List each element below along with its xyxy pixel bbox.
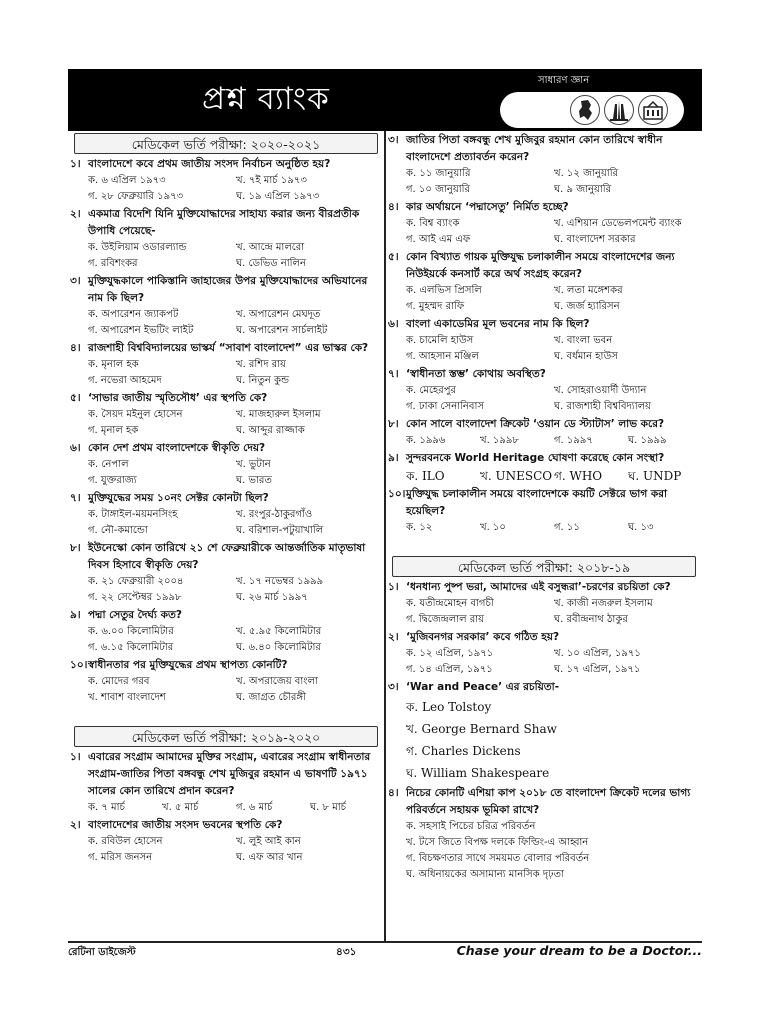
- answer-option: ক. ১৯৯৬: [406, 435, 446, 446]
- answer-option: গ. WHO: [554, 469, 603, 483]
- question-text: [68, 340, 384, 357]
- answer-option: গ. দ্বিজেন্দ্রলাল রায়: [406, 614, 485, 625]
- question-text: [386, 679, 702, 696]
- question-body: কোন দেশ প্রথম বাংলাদেশকে স্বীকৃতি দেয়?: [88, 442, 266, 454]
- option-group: [386, 467, 702, 485]
- answer-option: ঘ. এফ আর খান: [236, 852, 303, 863]
- question-body: রাজশাহী বিশ্ববিদ্যালয়ের ভাস্কর্য “সাবাশ বাংলাদেশ” এর ভাস্কর কে?: [88, 342, 369, 354]
- option-group: [386, 433, 702, 449]
- question-number: ১০।: [388, 488, 406, 500]
- option-group: [68, 624, 384, 656]
- answer-option: ঘ. ৬.৪০ কিলোমিটার: [236, 642, 321, 653]
- answer-option: খ. ৫.৯৫ কিলোমিটার: [236, 626, 322, 637]
- answer-option: খ. রংপুর-ঠাকুরগাঁও: [236, 509, 313, 520]
- answer-option: ঘ. ১৭ এপ্রিল, ১৯৭১: [554, 664, 641, 675]
- page: [68, 69, 702, 961]
- answer-option: ঘ. ১৯৯৯: [628, 435, 667, 446]
- option-group: [68, 457, 384, 489]
- answer-option: ঘ. বাংলাদেশ সরকার: [554, 234, 636, 245]
- answer-option: গ. ২২ সেপ্টেম্বর ১৯৯৮: [88, 592, 182, 603]
- answer-option: ক. মেহেরপুর: [406, 385, 457, 396]
- answer-option: ক. রবিউল হোসেন: [88, 836, 163, 847]
- question-number: ৪।: [388, 787, 399, 799]
- answer-option: ক. ৭ মার্চ: [88, 802, 125, 813]
- answer-option: ঘ. রাজশাহী বিশ্ববিদ্যালয়: [554, 401, 651, 412]
- option-group: [386, 696, 702, 784]
- answer-option: ক. ILO: [406, 469, 445, 483]
- question-number: ৩।: [388, 134, 399, 146]
- answer-option: ঘ. ৮ মার্চ: [310, 802, 347, 813]
- question-number: ৪।: [70, 342, 81, 354]
- question-number: ৩।: [70, 275, 81, 287]
- option-group: [386, 283, 702, 315]
- question-list: [386, 579, 702, 883]
- answer-option: ঘ. জর্জ হ্যারিসন: [554, 301, 620, 312]
- question-number: ২।: [70, 208, 81, 220]
- question-list: [386, 132, 702, 536]
- question-number: ৭।: [70, 492, 81, 504]
- answer-option: গ. ১৪ এপ্রিল, ১৯৭১: [406, 664, 493, 675]
- answer-option: গ. Charles Dickens: [406, 744, 521, 758]
- question-number: ৮।: [70, 542, 81, 554]
- answer-option: ক. মৃনাল হক: [88, 359, 139, 370]
- answer-option: ক. বিশ্ব ব্যাংক: [406, 218, 460, 229]
- answer-option: ক. ১২: [406, 522, 433, 533]
- question-body: মুক্তিযুদ্ধ চলাকালীন সময়ে বাংলাদেশকে কয়টি সেক্টরে ভাগ করা হয়েছিল?: [406, 488, 668, 517]
- answer-option: ঘ. জাগ্রত চৌরঙ্গী: [236, 692, 306, 703]
- answer-option: ক. সহসাই পিচের চরিত্র পরিবর্তন: [406, 821, 536, 832]
- answer-option: খ. এশিয়ান ডেভেলপমেন্ট ব্যাংক: [554, 218, 682, 229]
- question-number: ৪।: [388, 201, 399, 213]
- answer-option: খ. রশিদ রায়: [236, 359, 286, 370]
- header-banner: [68, 69, 702, 131]
- answer-option: ক. ১২ এপ্রিল, ১৯৭১: [406, 648, 494, 659]
- answer-option: ক. অপারেশন জ্যাকপট: [88, 309, 179, 320]
- header-subtitle: সাধারণ জ্ঞান: [538, 75, 590, 86]
- answer-option: গ. নৌ-কমান্ডো: [88, 525, 148, 536]
- answer-option: গ. ১০ জানুয়ারি: [406, 184, 471, 195]
- question-number: ৮।: [388, 418, 399, 430]
- question-text: [68, 607, 384, 624]
- answer-option: ক. Leo Tolstoy: [406, 700, 492, 714]
- question-body: একমাত্র বিদেশি যিনি মুক্তিযোদ্ধাদের সাহায্য করার জন্য বীরপ্রতীক উপাধি পেয়েছে-: [88, 208, 360, 237]
- question-number: ৫।: [388, 251, 399, 263]
- question-number: ১।: [70, 751, 81, 763]
- answer-option: গ. ১১: [554, 522, 580, 533]
- question-body: বাংলাদেশের জাতীয় সংসদ ভবনের স্থপতি কে?: [88, 819, 283, 831]
- answer-option: খ. বাংলা ভবন: [554, 335, 613, 346]
- answer-option: গ. ৬.১৫ কিলোমিটার: [88, 642, 174, 653]
- answer-option: ঘ. নিতুন কুন্ড: [236, 375, 289, 386]
- answer-option: ঘ. অপারেশন সার্চলাইট: [236, 325, 328, 336]
- answer-option: খ. সোহরাওয়ার্দী উদ্যান: [554, 385, 647, 396]
- question-text: [386, 579, 702, 596]
- question-body: এবারের সংগ্রাম আমাদের মুক্তির সংগ্রাম, এবারের সংগ্রাম স্বাধীনতার সংগ্রাম-জাতির পিতা বঙ্গবন্ধু শেখ মুজিবুর রহমান এ ভাষণটি ১৯৭১ সালের কোন তারিখে প্রদান করেন?: [88, 751, 371, 797]
- question-body: ‘মুজিবনগর সরকার’ কবে গঠিত হয়?: [406, 631, 560, 643]
- option-group: [68, 674, 384, 706]
- answer-option: ঘ. ২৬ মার্চ ১৯৯৭: [236, 592, 308, 603]
- answer-option: ঘ. আব্দুর রাজ্জাক: [236, 425, 305, 436]
- option-group: [68, 800, 384, 816]
- question-text: [68, 206, 384, 240]
- question-text: [386, 416, 702, 433]
- answer-option: ঘ. UNDP: [628, 469, 682, 483]
- question-number: ৯।: [388, 452, 399, 464]
- question-text: [386, 486, 702, 520]
- option-group: [68, 574, 384, 606]
- answer-option: গ. আহসান মঞ্জিল: [406, 351, 479, 362]
- option-group: [386, 819, 702, 883]
- question-text: [386, 785, 702, 819]
- question-number: ৫।: [70, 392, 81, 404]
- answer-option: খ. ৭ই মার্চ ১৯৭৩: [236, 175, 307, 186]
- answer-option: খ. George Bernard Shaw: [406, 722, 557, 736]
- question-body: বাংলা একাডেমির মূল ভবনের নাম কি ছিল?: [406, 318, 590, 330]
- answer-option: ক. মোদের গরব: [88, 676, 150, 687]
- question-list: [68, 156, 384, 706]
- answer-option: খ. ১৯৯৮: [480, 435, 519, 446]
- question-body: কোন বিখ্যাত গায়ক মুক্তিযুদ্ধ চলাকালীন সময়ে বাংলাদেশের জন্য নিউইয়র্কে কনসার্ট করে অর্থ সংগ্রহ করেন?: [406, 251, 675, 280]
- question-text: [386, 450, 702, 467]
- answer-option: ক. ২১ ফেব্রুয়ারী ২০০৪: [88, 576, 184, 587]
- question-body: কার অর্থায়নে ‘পদ্মাসেতু’ নির্মিত হচ্ছে?: [406, 201, 569, 213]
- answer-option: খ. ভুটান: [236, 459, 271, 470]
- question-body: জাতির পিতা বঙ্গবন্ধু শেখ মুজিবুর রহমান কোন তারিখে স্বাধীন বাংলাদেশে প্রত্যাবর্তন করেন?: [406, 134, 663, 163]
- answer-option: খ. কাজী নজরুল ইসলাম: [554, 598, 653, 609]
- question-body: স্বাধীনতার পর মুক্তিযুদ্ধের প্রথম স্থাপত্য কোনটি?: [88, 659, 288, 671]
- option-group: [386, 166, 702, 198]
- answer-option: গ. ঢাকা সেনানিবাস: [406, 401, 484, 412]
- answer-option: ঘ. রবীন্দ্রনাথ ঠাকুর: [554, 614, 628, 625]
- question-body: সুন্দরবনকে World Heritage ঘোষণা করেছে কোন সংস্থা?: [406, 452, 665, 464]
- question-body: মুক্তিযুদ্ধকালে পাকিস্তানি জাহাজের উপর মুক্তিযোদ্ধাদের অভিযানের নাম কি ছিল?: [88, 275, 368, 304]
- answer-option: খ. ১২ জানুয়ারি: [554, 168, 619, 179]
- question-number: ১০।: [70, 659, 88, 671]
- answer-option: ঘ. ১৯ এপ্রিল ১৯৭৩: [236, 191, 320, 202]
- question-number: ৩।: [388, 681, 399, 693]
- page-number: ৪৩১: [336, 946, 357, 958]
- question-text: [386, 316, 702, 333]
- answer-option: ক. ৬ এপ্রিল ১৯৭৩: [88, 175, 166, 186]
- question-body: পদ্মা সেতুর দৈর্ঘ্য কত?: [88, 609, 182, 621]
- answer-option: গ. মৃনাল হক: [88, 425, 139, 436]
- section-title: মেডিকেল ভর্তি পরীক্ষা: ২০১৮-১৯: [392, 556, 696, 577]
- answer-option: ক. টাঙ্গাইল-ময়মনসিংহ: [88, 509, 178, 520]
- question-number: ১।: [70, 158, 81, 170]
- answer-option: গ. আই এম এফ: [406, 234, 471, 245]
- answer-option: গ. ২৮ ফেব্রুয়ারি ১৯৭৩: [88, 191, 184, 202]
- option-group: [386, 646, 702, 678]
- question-number: ২।: [388, 631, 399, 643]
- answer-option: ক. উইলিয়াম ওডারল্যান্ড: [88, 242, 187, 253]
- question-text: [386, 199, 702, 216]
- answer-option: গ. নভেরা আহমেদ: [88, 375, 162, 386]
- left-column: [68, 131, 384, 943]
- answer-option: ঘ. ডেভিড নালিন: [236, 258, 306, 269]
- question-text: [68, 273, 384, 307]
- question-number: ৭।: [388, 368, 399, 380]
- answer-option: খ. ১০: [480, 522, 506, 533]
- question-number: ৬।: [388, 318, 399, 330]
- bangladesh-map-logo: [570, 95, 600, 125]
- section-title: মেডিকেল ভর্তি পরীক্ষা: ২০২০-২০২১: [74, 133, 378, 154]
- answer-option: গ. বিচক্ষণতার সাথে সময়মত বোলার পরিবর্তন: [406, 853, 590, 864]
- option-group: [386, 520, 702, 536]
- answer-option: ক. যতীন্দ্রমোহন বাগচী: [406, 598, 494, 609]
- question-text: [68, 540, 384, 574]
- question-body: ‘সাভার জাতীয় স্মৃতিসৌধ’ এর স্থপতি কে?: [88, 392, 268, 404]
- answer-option: খ. শাবাশ বাংলাদেশ: [88, 692, 166, 703]
- section-title: মেডিকেল ভর্তি পরীক্ষা: ২০১৯-২০২০: [74, 726, 378, 747]
- question-text: [68, 390, 384, 407]
- answer-option: খ. লুই আই কান: [236, 836, 301, 847]
- answer-option: ক. এলভিস প্রিসলি: [406, 285, 482, 296]
- question-body: ‘ধনধান্য পুষ্প ভরা, আমাদের এই বসুন্ধরা’-চরণের রচয়িতা কে?: [406, 581, 671, 593]
- answer-option: ক. নেপাল: [88, 459, 129, 470]
- question-text: [386, 366, 702, 383]
- question-body: মুক্তিযুদ্ধের সময় ১০নং সেক্টর কোনটা ছিল?: [88, 492, 269, 504]
- question-number: ৯।: [70, 609, 81, 621]
- question-text: [386, 629, 702, 646]
- question-body: ‘স্বাধীনতা স্তম্ভ’ কোথায় অবস্থিত?: [406, 368, 546, 380]
- option-group: [68, 834, 384, 866]
- right-column: [386, 131, 702, 943]
- question-text: [386, 132, 702, 166]
- option-group: [68, 407, 384, 439]
- answer-option: খ. টসে জিতে বিপক্ষ দলকে ফিল্ডিং-এ আহ্বান: [406, 837, 589, 848]
- option-group: [68, 307, 384, 339]
- answer-option: গ. রবিশংকর: [88, 258, 138, 269]
- footer-slogan: Chase your dream to be a Doctor...: [456, 943, 702, 958]
- question-number: ৬।: [70, 442, 81, 454]
- option-group: [386, 216, 702, 248]
- question-text: [68, 440, 384, 457]
- answer-option: ঘ. বর্ধমান হাউস: [554, 351, 618, 362]
- option-group: [68, 173, 384, 205]
- question-list: [68, 749, 384, 866]
- header-title: প্রশ্ন ব্যাংক: [202, 81, 330, 117]
- question-number: ১।: [388, 581, 399, 593]
- option-group: [68, 507, 384, 539]
- footer-publication: রেটিনা ডাইজেস্ট: [68, 947, 136, 958]
- answer-option: ঘ. ৯ জানুয়ারি: [554, 184, 612, 195]
- answer-option: গ. মুহম্মদ রাফি: [406, 301, 465, 312]
- header-logo-strip: [500, 92, 684, 128]
- answer-option: গ. অপারেশন ইভটিং লাইট: [88, 325, 194, 336]
- answer-option: খ. ১৭ নভেম্বর ১৯৯৯: [236, 576, 324, 587]
- answer-option: ক. চামেলি হাউস: [406, 335, 474, 346]
- option-group: [386, 333, 702, 365]
- answer-option: খ. ১০ এপ্রিল, ১৯৭১: [554, 648, 641, 659]
- answer-option: ঘ. William Shakespeare: [406, 766, 550, 780]
- question-number: ২।: [70, 819, 81, 831]
- answer-option: খ. অপারেশন মেঘদূত: [236, 309, 321, 320]
- answer-option: ঘ. বরিশাল-পটুয়াখালি: [236, 525, 324, 536]
- answer-option: খ. UNESCO: [480, 469, 553, 483]
- answer-option: খ. লতা মঙ্গেশকর: [554, 285, 623, 296]
- answer-option: গ. ১৯৯৭: [554, 435, 593, 446]
- question-text: [68, 490, 384, 507]
- answer-option: গ. যুক্তরাজ্য: [88, 475, 137, 486]
- question-body: নিচের কোনটি এশিয়া কাপ ২০১৮ তে বাংলাদেশ ক্রিকেট দলের ভাগ্য পরিবর্তনে সহায়ক ভূমিকা রাখে?: [406, 787, 691, 816]
- question-text: [68, 749, 384, 800]
- option-group: [386, 596, 702, 628]
- answer-option: ক. সৈয়দ মইনুল হোসেন: [88, 409, 183, 420]
- question-text: [68, 657, 384, 674]
- question-body: বাংলাদেশে কবে প্রথম জাতীয় সংসদ নির্বাচন অনুষ্ঠিত হয়?: [88, 158, 331, 170]
- answer-option: ক. ১১ জানুয়ারি: [406, 168, 471, 179]
- question-text: [68, 817, 384, 834]
- question-text: [386, 249, 702, 283]
- answer-option: গ. ৬ মার্চ: [236, 802, 273, 813]
- answer-option: খ. আন্দ্রে মালরো: [236, 242, 305, 253]
- answer-option: খ. ৫ মার্চ: [162, 802, 199, 813]
- question-body: ইউনেস্কো কোন তারিখে ২১ শে ফেব্রুয়ারীকে আন্তর্জাতিক মাতৃভাষা দিবস হিসাবে স্বীকৃতি দেয়?: [88, 542, 366, 571]
- answer-option: খ. অপরাজেয় বাংলা: [236, 676, 318, 687]
- question-body: কোন সালে বাংলাদেশ ক্রিকেট ‘ওয়ান ডে স্ট্যাটাস’ লাভ করে?: [406, 418, 665, 430]
- answer-option: গ. মরিস জনসন: [88, 852, 153, 863]
- parliament-logo: [638, 95, 668, 125]
- option-group: [68, 357, 384, 389]
- answer-option: খ. মাজহারুল ইসলাম: [236, 409, 321, 420]
- question-text: [68, 156, 384, 173]
- question-body: ‘War and Peace’ এর রচয়িতা-: [406, 681, 560, 693]
- option-group: [386, 383, 702, 415]
- answer-option: ঘ. অধিনায়কের অসামান্য মানসিক দৃঢ়তা: [406, 869, 564, 880]
- shaheed-minar-logo: [604, 95, 634, 125]
- answer-option: ঘ. ১৩: [628, 522, 654, 533]
- answer-option: ক. ৬.০০ কিলোমিটার: [88, 626, 174, 637]
- answer-option: ঘ. ভারত: [236, 475, 272, 486]
- option-group: [68, 240, 384, 272]
